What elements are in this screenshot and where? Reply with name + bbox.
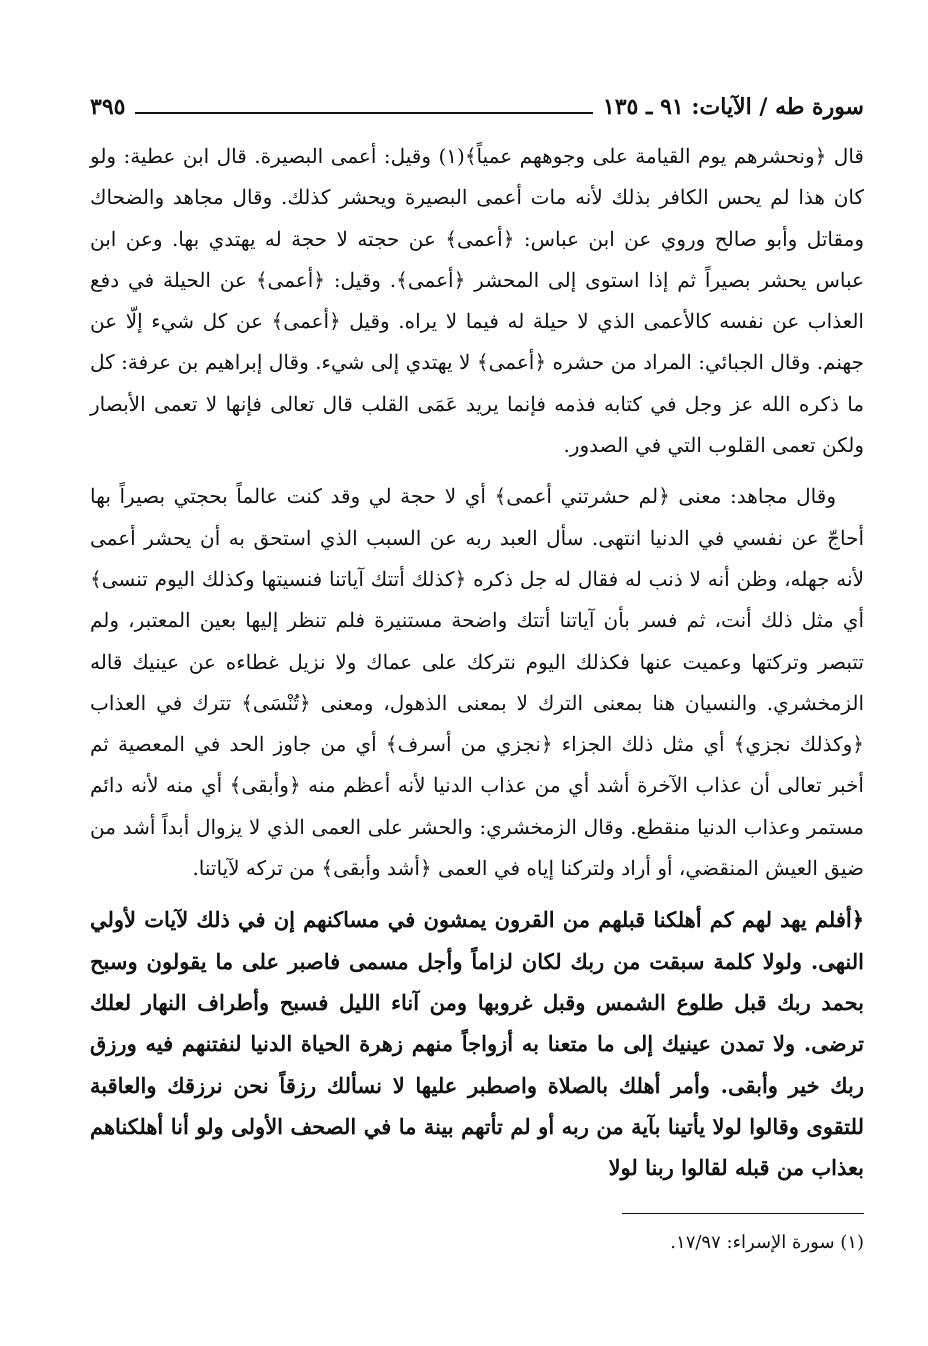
quran-passage: ﴿أفلم يهد لهم كم أهلكنا قبلهم من القرون يمشون في مساكنهم إن في ذلك لآيات لأولي النهى. ولولا كلمة سبقت من ربك لكان لزاماً وأجل مسمى فاصبر على ما يقولون وسبح بحمد ربك قبل طلوع الشمس وقبل غروبها ومن آناء الليل فسبح وأطراف النهار لعلك ترضى. ولا تمدن عينيك إلى ما متعنا به أزواجاً منهم زهرة الحياة الدنيا لنفتنهم فيه ورزق ربك خير وأبقى. وأمر أهلك بالصلاة واصطبر عليها لا نسألك رزقاً نحن نرزقك والعاقبة للتقوى وقالوا لولا يأتينا بآية من ربه أو لم تأتهم بينة ما في الصحف الأولى ولو أنا أهلكناهم بعذاب من قبله لقالوا ربنا لولا [90, 907, 865, 1181]
main-text [90, 136, 864, 1209]
footnote-rule [622, 1213, 864, 1214]
page-header [90, 86, 864, 120]
commentary-paragraph-2: وقال مجاهد: معنى ﴿لم حشرتني أعمى﴾ أي لا حجة لي وقد كنت عالماً بحجتي بصيراً بها أحاجّ عن نفسي في الدنيا انتهى. سأل العبد ربه عن السبب الذي استحق به أن يحشر أعمى لأنه جهله، وظن أنه لا ذنب له فقال له جل ذكره ﴿كذلك أتتك آياتنا فنسيتها وكذلك اليوم تنسى﴾ أي مثل ذلك أنت، ثم فسر بأن آياتنا أتتك واضحة مستنيرة فلم تنظر إليها بعين المعتبر، ولم تتبصر وتركتها وعميت عنها فكذلك اليوم نتركك على عماك ولا نزيل غطاءه عن عينيك قاله الزمخشري. والنسيان هنا بمعنى الترك لا بمعنى الذهول، ومعنى ﴿تُنْسَى﴾ تترك في العذاب ﴿وكذلك نجزي﴾ أي مثل ذلك الجزاء ﴿نجزي من أسرف﴾ أي من جاوز الحد في المعصية ثم أخبر تعالى أن عذاب الآخرة أشد أي من عذاب الدنيا لأنه أعظم منه ﴿وأبقى﴾ أي منه لأنه دائم مستمر وعذاب الدنيا منقطع. وقال الزمخشري: والحشر على العمى الذي لا يزوال أبداً أشد من ضيق العيش المنقضي، أو أراد ولتركنا إياه في العمى ﴿أشد وأبقى﴾ من تركه لآياتنا. [90, 484, 864, 881]
running-title: سورة طه / الآيات: ٩١ ـ ١٣٥ [602, 94, 864, 120]
header-rule [135, 112, 592, 114]
commentary-paragraph-1: قال ﴿ونحشرهم يوم القيامة على وجوههم عمياً﴾(١) وقيل: أعمى البصيرة. قال ابن عطية: ولو كان هذا لم يحس الكافر بذلك لأنه مات أعمى البصيرة ويحشر كذلك. وقال مجاهد والضحاك ومقاتل وأبو صالح وروي عن ابن عباس: ﴿أعمى﴾ عن حجته لا حجة له يهتدي بها. وعن ابن عباس يحشر بصيراً ثم إذا استوى إلى المحشر ﴿أعمى﴾. وقيل: ﴿أعمى﴾ عن الحيلة في دفع العذاب عن نفسه كالأعمى الذي لا حيلة له فيما لا يراه. وقيل ﴿أعمى﴾ عن كل شيء إلّا عن جهنم. وقال الجبائي: المراد من حشره ﴿أعمى﴾ لا يهتدي إلى شيء. وقال إبراهيم بن عرفة: كل ما ذكره الله عز وجل في كتابه فذمه فإنما يريد عَمَى القلب قال تعالى فإنها لا تعمى الأبصار ولكن تعمى القلوب التي في الصدور. [90, 144, 865, 458]
page-number: ٣٩٥ [90, 94, 126, 120]
footnote: (١) سورة الإسراء: ١٧/٩٧. [670, 1232, 864, 1253]
